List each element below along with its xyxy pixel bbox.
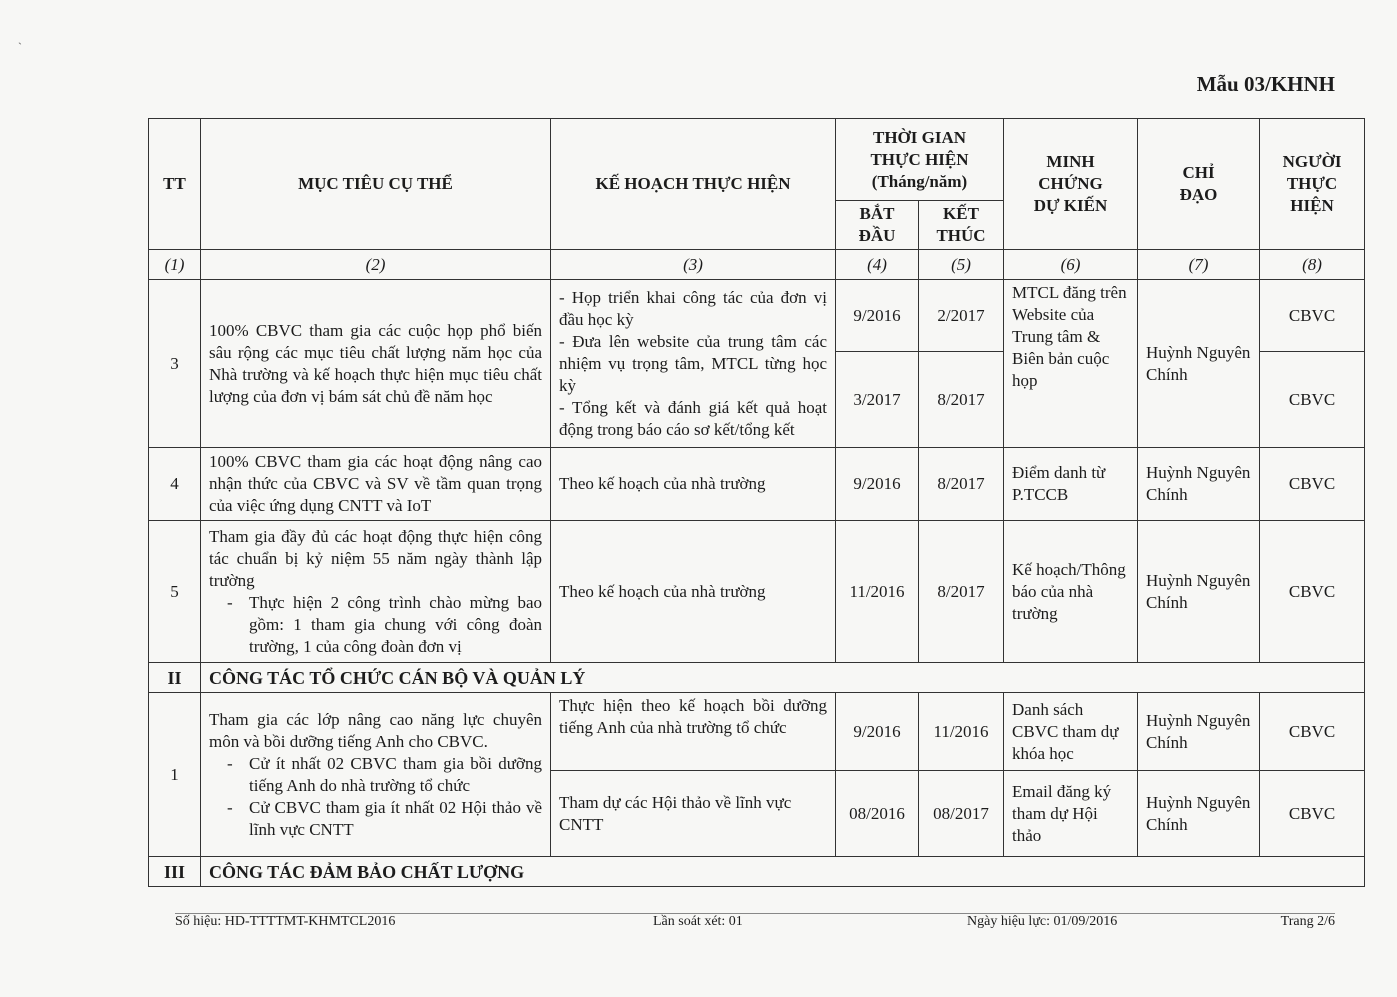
header-director-line2: ĐẠO [1179,185,1218,204]
table-row [149,280,1365,352]
goal-cell [201,693,551,857]
director-cell: Huỳnh Nguyên Chính [1138,280,1260,448]
header-director [1138,119,1260,250]
goal-list-item: - Cử ít nhất 02 CBVC tham gia bồi dưỡng tiếng Anh do nhà trường tổ chức [249,753,542,797]
start-date: 08/2016 [836,771,919,857]
end-date: 8/2017 [919,448,1004,521]
end-date: 11/2016 [919,693,1004,771]
executor-cell: CBVC [1260,771,1365,857]
header-evidence [1004,119,1138,250]
executor-cell: CBVC [1260,521,1365,663]
index-cell: (7) [1138,250,1260,280]
header-time-line3: (Tháng/năm) [871,171,968,191]
index-cell: (8) [1260,250,1365,280]
goal-list-item: - Cử CBVC tham gia ít nhất 02 Hội thảo về lĩnh vực CNTT [249,797,542,841]
header-end-line1: KẾT [943,204,979,223]
header-start-line1: BẮT [859,204,895,223]
end-date: 8/2017 [919,352,1004,448]
evidence-cell: Kế hoạch/Thông báo của nhà trường [1004,521,1138,663]
header-start [836,201,919,250]
row-number: 4 [149,448,201,521]
row-number: 1 [149,693,201,857]
footer-doc-number: Số hiệu: HD-TTTTMT-KHMTCL2016 [175,914,396,929]
header-start-line2: ĐẦU [858,226,896,245]
index-cell: (6) [1004,250,1138,280]
plan-cell [551,280,836,448]
header-row [149,119,1365,201]
start-date: 9/2016 [836,448,919,521]
plan-cell: Thực hiện theo kế hoạch bồi dưỡng tiếng Anh của nhà trường tổ chức [551,693,836,771]
director-cell: Huỳnh Nguyên Chính [1138,521,1260,663]
index-cell: (3) [551,250,836,280]
end-date: 08/2017 [919,771,1004,857]
index-cell: (4) [836,250,919,280]
index-cell: (2) [201,250,551,280]
executor-cell: CBVC [1260,693,1365,771]
plan-cell: Tham dự các Hội thảo về lĩnh vực CNTT [551,771,836,857]
header-time-line1: THỜI GIAN [872,127,967,147]
executor-cell: CBVC [1260,280,1365,352]
index-cell: (1) [149,250,201,280]
scan-mark: ˋ [18,40,22,54]
director-cell: Huỳnh Nguyên Chính [1138,771,1260,857]
header-plan: KẾ HOẠCH THỰC HIỆN [551,119,836,250]
goal-text: Tham gia các lớp nâng cao năng lực chuyên môn và bồi dưỡng tiếng Anh cho CBVC. [209,709,542,751]
header-executor-line1: NGƯỜI [1282,152,1342,171]
end-date: 2/2017 [919,280,1004,352]
header-goal: MỤC TIÊU CỤ THỂ [201,119,551,250]
start-date: 11/2016 [836,521,919,663]
evidence-cell: Điểm danh từ P.TCCB [1004,448,1138,521]
section-row [149,663,1365,693]
header-evidence-line3: DỰ KIẾN [1033,196,1108,215]
executor-cell: CBVC [1260,352,1365,448]
plan-item: - Đưa lên website của trung tâm các nhiệm vụ trọng tâm, MTCL từng học kỳ [559,331,827,395]
form-code: Mẫu 03/KHNH [1196,72,1335,96]
start-date: 9/2016 [836,280,919,352]
header-executor-line3: HIỆN [1290,196,1334,215]
header-time-line2: THỰC HIỆN [870,149,969,169]
header-director-line1: CHỈ [1182,163,1215,182]
section-number: II [149,663,201,693]
index-cell: (5) [919,250,1004,280]
plan-table [148,118,1365,887]
section-number: III [149,857,201,887]
start-date: 9/2016 [836,693,919,771]
plan-item: - Họp triển khai công tác của đơn vị đầu học kỳ [559,287,827,329]
table-row [149,521,1365,663]
goal-list-item: - Thực hiện 2 công trình chào mừng bao gồm: 1 tham gia chung với công đoàn trường, 1 của công đoàn đơn vị [249,592,542,658]
start-date: 3/2017 [836,352,919,448]
plan-item: - Tổng kết và đánh giá kết quả hoạt động trong báo cáo sơ kết/tổng kết [559,397,827,439]
header-executor [1260,119,1365,250]
goal-cell: 100% CBVC tham gia các hoạt động nâng cao nhận thức của CBVC và SV về tầm quan trọng của việc ứng dụng CNTT và IoT [201,448,551,521]
row-number: 3 [149,280,201,448]
header-executor-line2: THỰC [1286,174,1338,193]
executor-cell: CBVC [1260,448,1365,521]
table-row [149,448,1365,521]
goal-text: Tham gia đầy đủ các hoạt động thực hiện công tác chuẩn bị kỷ niệm 55 năm ngày thành lập trường [209,526,542,590]
footer-effective-date: Ngày hiệu lực: 01/09/2016 [967,914,1118,929]
section-title: CÔNG TÁC ĐẢM BẢO CHẤT LƯỢNG [201,857,1365,887]
goal-list [209,592,542,658]
table-row [149,693,1365,771]
header-end [919,201,1004,250]
header-evidence-line1: MINH [1046,152,1095,171]
goal-cell: 100% CBVC tham gia các cuộc họp phổ biến sâu rộng các mục tiêu chất lượng năm học của Nhà trường và kế hoạch thực hiện mục tiêu chất lượng của đơn vị bám sát chủ đề năm học [201,280,551,448]
goal-list [209,753,542,841]
header-end-line2: THÚC [936,226,986,245]
director-cell: Huỳnh Nguyên Chính [1138,693,1260,771]
row-number: 5 [149,521,201,663]
plan-cell: Theo kế hoạch của nhà trường [551,521,836,663]
header-tt: TT [149,119,201,250]
header-evidence-line2: CHỨNG [1038,174,1103,193]
evidence-cell: Danh sách CBVC tham dự khóa học [1004,693,1138,771]
section-title: CÔNG TÁC TỔ CHỨC CÁN BỘ VÀ QUẢN LÝ [201,663,1365,693]
footer-revision: Lần soát xét: 01 [653,914,743,929]
director-cell: Huỳnh Nguyên Chính [1138,448,1260,521]
index-row [149,250,1365,280]
evidence-cell: MTCL đăng trên Website của Trung tâm & Biên bản cuộc họp [1004,280,1138,448]
end-date: 8/2017 [919,521,1004,663]
plan-cell: Theo kế hoạch của nhà trường [551,448,836,521]
footer-page-number: Trang 2/6 [1280,914,1335,929]
goal-cell [201,521,551,663]
header-time [836,119,1004,201]
page-footer [175,913,1335,929]
section-row [149,857,1365,887]
evidence-cell: Email đăng ký tham dự Hội thảo [1004,771,1138,857]
